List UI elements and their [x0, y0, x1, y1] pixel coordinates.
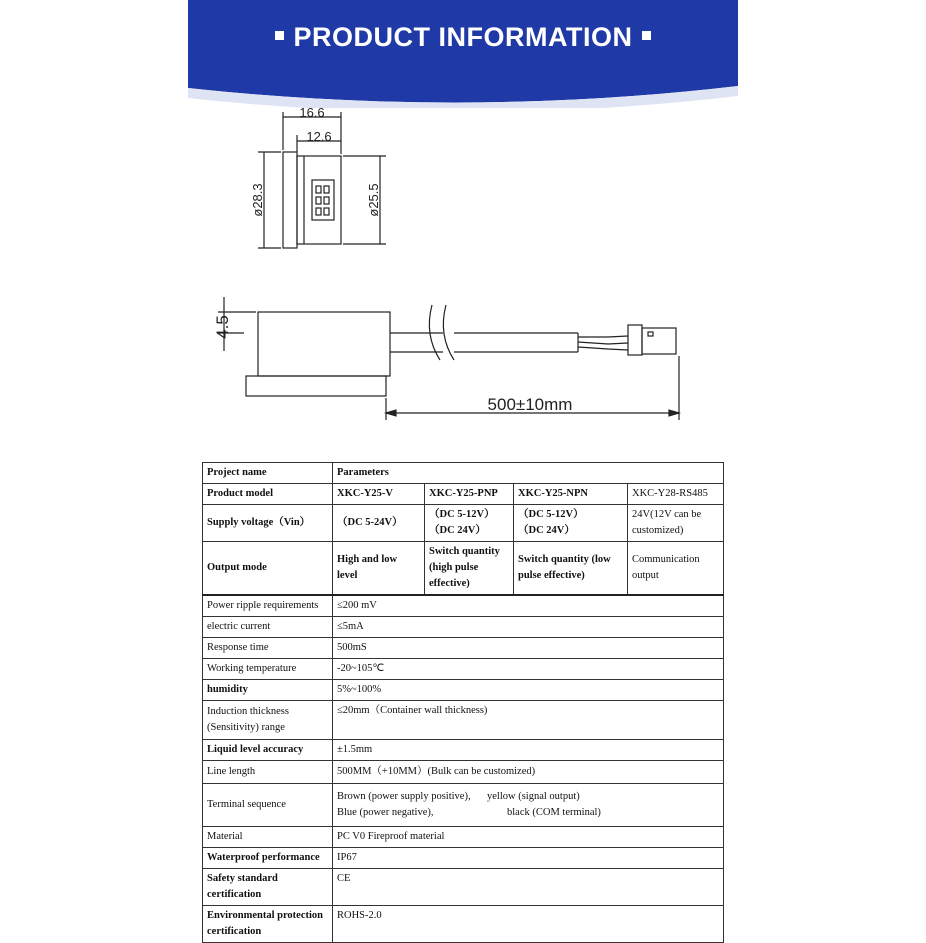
dim-16-6-label: 16.6 — [299, 105, 325, 120]
model-col-1: XKC-Y25-V — [333, 484, 425, 505]
supply-col-2: （DC 5-12V） （DC 24V） — [425, 505, 514, 542]
row-label: electric current — [203, 617, 333, 638]
material-label: Material — [203, 827, 333, 848]
table-row — [203, 701, 724, 740]
product-info-panel — [188, 0, 738, 937]
supply-col-4: 24V(12V can be customized) — [628, 505, 724, 542]
model-col-2: XKC-Y25-PNP — [425, 484, 514, 505]
table-row — [203, 740, 724, 761]
header-parameters: Parameters — [333, 463, 724, 484]
terminal-value — [333, 784, 724, 827]
table-row-safety — [203, 869, 724, 906]
table-row-output — [203, 542, 724, 596]
terminal-line-2 — [337, 805, 719, 821]
waterproof-value: IP67 — [333, 848, 724, 869]
row-label: Working temperature — [203, 659, 333, 680]
safety-label: Safety standard certification — [203, 869, 333, 906]
supply-col-3: （DC 5-12V） （DC 24V） — [514, 505, 628, 542]
banner-title-text: PRODUCT INFORMATION — [293, 22, 633, 52]
supply-label: Supply voltage（Vin） — [203, 505, 333, 542]
spec-table — [202, 462, 724, 943]
table-row — [203, 680, 724, 701]
output-col-3: Switch quantity (low pulse effective) — [514, 542, 628, 596]
dim-25-5-label: ø25.5 — [366, 183, 381, 217]
table-row-model — [203, 484, 724, 505]
dim-12-6-label: 12.6 — [306, 129, 332, 144]
row-label: Power ripple requirements — [203, 595, 333, 617]
terminal-brown: Brown (power supply positive), — [337, 791, 471, 802]
row-value: 5%~100% — [333, 680, 724, 701]
row-value: ≤200 mV — [333, 595, 724, 617]
table-row-waterproof — [203, 848, 724, 869]
row-value: 500MM（+10MM）(Bulk can be customized) — [333, 761, 724, 784]
table-row — [203, 761, 724, 784]
terminal-line-1 — [337, 789, 719, 805]
env-value: ROHS-2.0 — [333, 906, 724, 943]
terminal-black: black (COM terminal) — [507, 807, 601, 818]
row-value: ±1.5mm — [333, 740, 724, 761]
model-col-4: XKC-Y28-RS485 — [628, 484, 724, 505]
output-col-4: Communication output — [628, 542, 724, 596]
table-row — [203, 617, 724, 638]
output-label: Output mode — [203, 542, 333, 596]
row-label: Response time — [203, 638, 333, 659]
sensor-side-view — [218, 297, 679, 420]
terminal-blue: Blue (power negative), — [337, 807, 434, 818]
model-label: Product model — [203, 484, 333, 505]
header-project-name: Project name — [203, 463, 333, 484]
supply-col-1: （DC 5-24V） — [333, 505, 425, 542]
output-col-2: Switch quantity (high pulse effective) — [425, 542, 514, 596]
row-label: Line length — [203, 761, 333, 784]
technical-drawing — [188, 0, 738, 460]
cable-length-label: 500±10mm — [487, 395, 573, 414]
waterproof-label: Waterproof performance — [203, 848, 333, 869]
table-row-env — [203, 906, 724, 943]
table-row-material — [203, 827, 724, 848]
table-row — [203, 595, 724, 617]
row-value: -20~105℃ — [333, 659, 724, 680]
terminal-yellow: yellow (signal output) — [487, 791, 580, 802]
row-label: humidity — [203, 680, 333, 701]
table-row — [203, 638, 724, 659]
terminal-label: Terminal sequence — [203, 784, 333, 827]
table-header-row — [203, 463, 724, 484]
row-label: Liquid level accuracy — [203, 740, 333, 761]
output-col-1: High and low level — [333, 542, 425, 596]
table-row-supply — [203, 505, 724, 542]
row-value: ≤5mA — [333, 617, 724, 638]
row-value: 500mS — [333, 638, 724, 659]
dim-4-5-label: 4.5 — [213, 315, 232, 339]
table-row — [203, 659, 724, 680]
row-label: Induction thickness (Sensitivity) range — [203, 701, 333, 740]
table-row-terminal — [203, 784, 724, 827]
row-value: ≤20mm（Container wall thickness) — [333, 701, 724, 740]
material-value: PC V0 Fireproof material — [333, 827, 724, 848]
model-col-3: XKC-Y25-NPN — [514, 484, 628, 505]
dim-28-3-label: ø28.3 — [250, 183, 265, 217]
safety-value: CE — [333, 869, 724, 906]
env-label: Environmental protection certification — [203, 906, 333, 943]
